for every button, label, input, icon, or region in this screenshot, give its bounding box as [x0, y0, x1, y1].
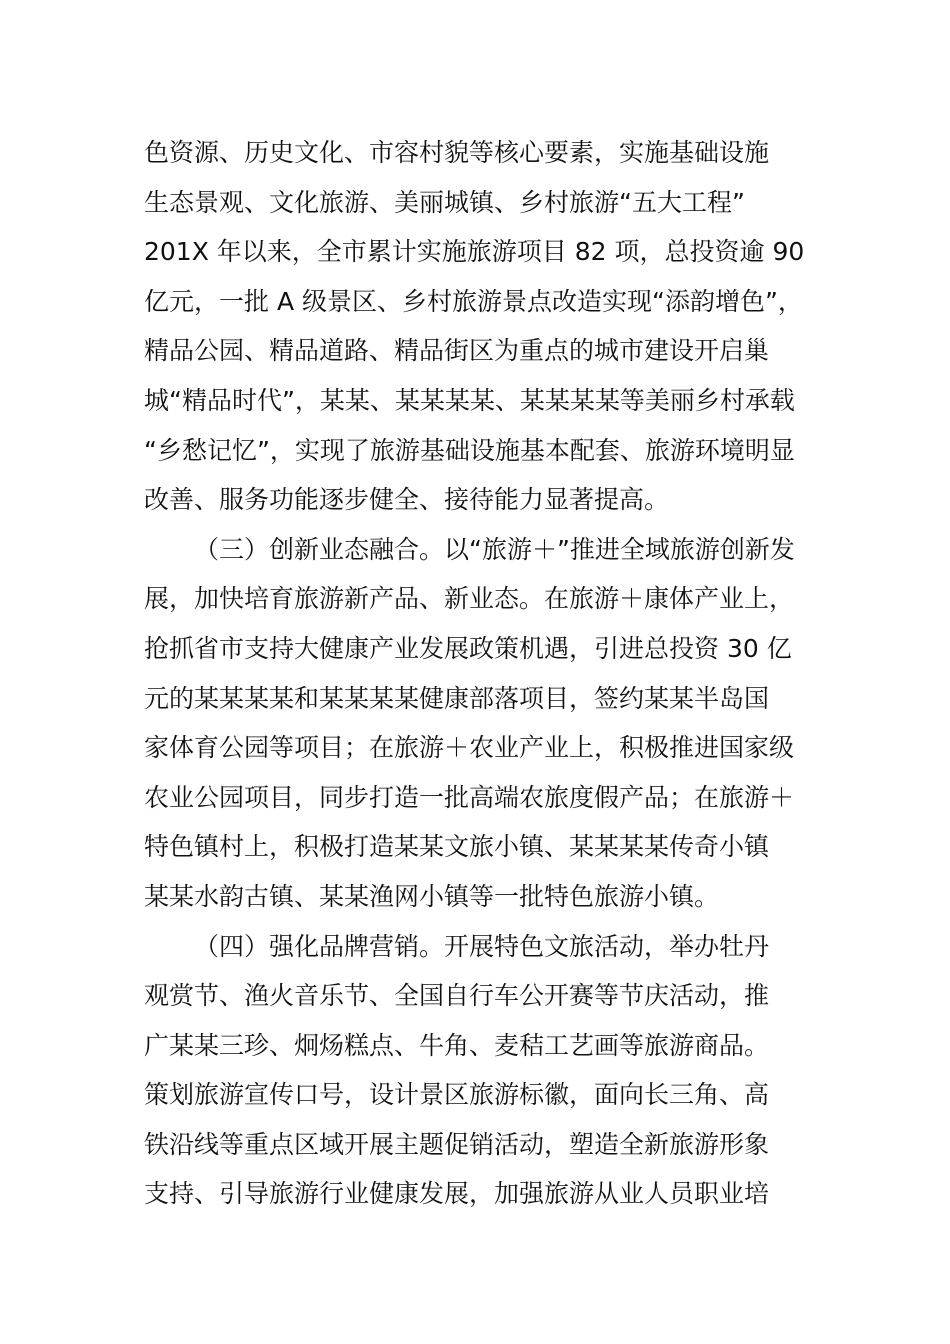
section-heading-line: （三）创新业态融合。以“旅游＋”推进全域旅游创新发 — [194, 534, 795, 564]
text-line: 色资源、历史文化、市容村貌等核心要素，实施基础设施 — [144, 138, 770, 167]
text-line: 某某水韵古镇、某某渔网小镇等一批特色旅游小镇。 — [144, 881, 720, 911]
text-line: 观赏节、渔火音乐节、全国自行车公开赛等节庆活动，推 — [144, 981, 770, 1011]
text-line: 铁沿线等重点区域开展主题促销活动，塑造全新旅游形象 — [144, 1129, 770, 1159]
text-line: 城“精品时代”，某某、某某某某、某某某某等美丽乡村承载 — [144, 385, 795, 415]
text-line: 改善、服务功能逐步健全、接待能力显著提高。 — [144, 485, 670, 515]
text-line: 抢抓省市支持大健康产业发展政策机遇，引进总投资 30 亿 — [144, 633, 792, 663]
text-line: 201X 年以来，全市累计实施旅游项目 82 项，总投资逾 90 — [144, 237, 805, 267]
text-line: 家体育公园等项目；在旅游＋农业产业上，积极推进国家级 — [144, 733, 795, 763]
text-line: “乡愁记忆”，实现了旅游基础设施基本配套、旅游环境明显 — [144, 435, 795, 465]
text-line: 农业公园项目，同步打造一批高端农旅度假产品；在旅游＋ — [144, 782, 795, 812]
text-line: 策划旅游宣传口号，设计景区旅游标徽，面向长三角、高 — [144, 1080, 770, 1110]
text-line: 元的某某某某和某某某某健康部落项目，签约某某半岛国 — [144, 683, 770, 713]
text-line: 亿元，一批 A 级景区、乡村旅游景点改造实现“添韵增色”， — [144, 286, 803, 316]
text-line: 生态景观、文化旅游、美丽城镇、乡村旅游“五大工程” — [144, 187, 745, 217]
body-text — [144, 128, 809, 1219]
text-line: 广某某三珍、炯炀糕点、牛角、麦秸工艺画等旅游商品。 — [144, 1030, 770, 1060]
section-heading-line: （四）强化品牌营销。开展特色文旅活动，举办牡丹 — [194, 931, 770, 961]
text-line: 支持、引导旅游行业健康发展，加强旅游从业人员职业培 — [144, 1179, 770, 1209]
text-line: 精品公园、精品道路、精品街区为重点的城市建设开启巢 — [144, 336, 770, 366]
text-line: 展，加快培育旅游新产品、新业态。在旅游＋康体产业上， — [144, 584, 795, 614]
text-line: 特色镇村上，积极打造某某文旅小镇、某某某某传奇小镇 — [144, 832, 770, 862]
